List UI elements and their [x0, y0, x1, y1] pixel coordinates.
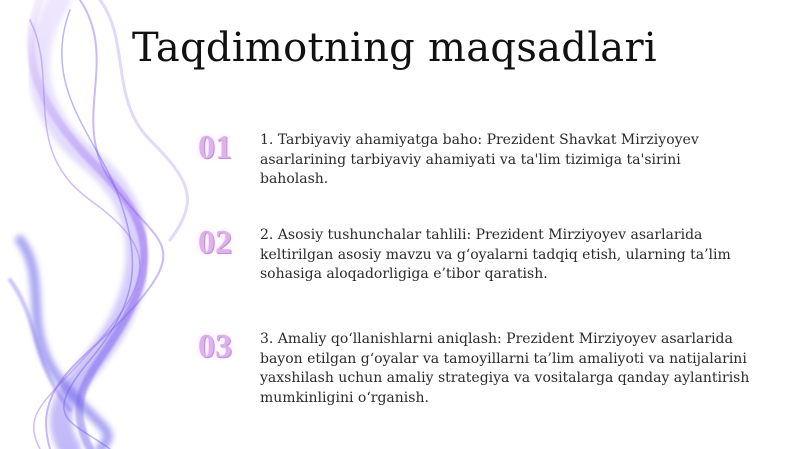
goal-number: 01 — [198, 129, 232, 166]
goal-text: 3. Amaliy qo‘llanishlarni aniqlash: Prezident Mirziyoyev asarlarida bayon etilgan g‘oyalar va tamoyillarni ta’lim amaliyoti va natijalarini yaxshilash uchun amaliy strategiya va vositalarga qanday aylantirish mumkinligini o‘rganish. — [260, 331, 750, 406]
goal-number: 03 — [198, 328, 232, 365]
goal-text: 2. Asosiy tushunchalar tahlili: Prezident Mirziyoyev asarlarida keltirilgan asosiy mavzu va g‘oyalarni tadqiq etish, ularning ta’lim sohasiga aloqadorligiga e’tibor qaratish. — [260, 227, 731, 282]
goal-number: 02 — [198, 224, 232, 261]
slide-title: Taqdimotning maqsadlari — [132, 25, 657, 71]
goal-text: 1. Tarbiyaviy ahamiyatga baho: Prezident Shavkat Mirziyoyev asarlarining tarbiyaviy ahamiyati va ta'lim tizimiga ta'sirini baholash. — [260, 132, 699, 187]
